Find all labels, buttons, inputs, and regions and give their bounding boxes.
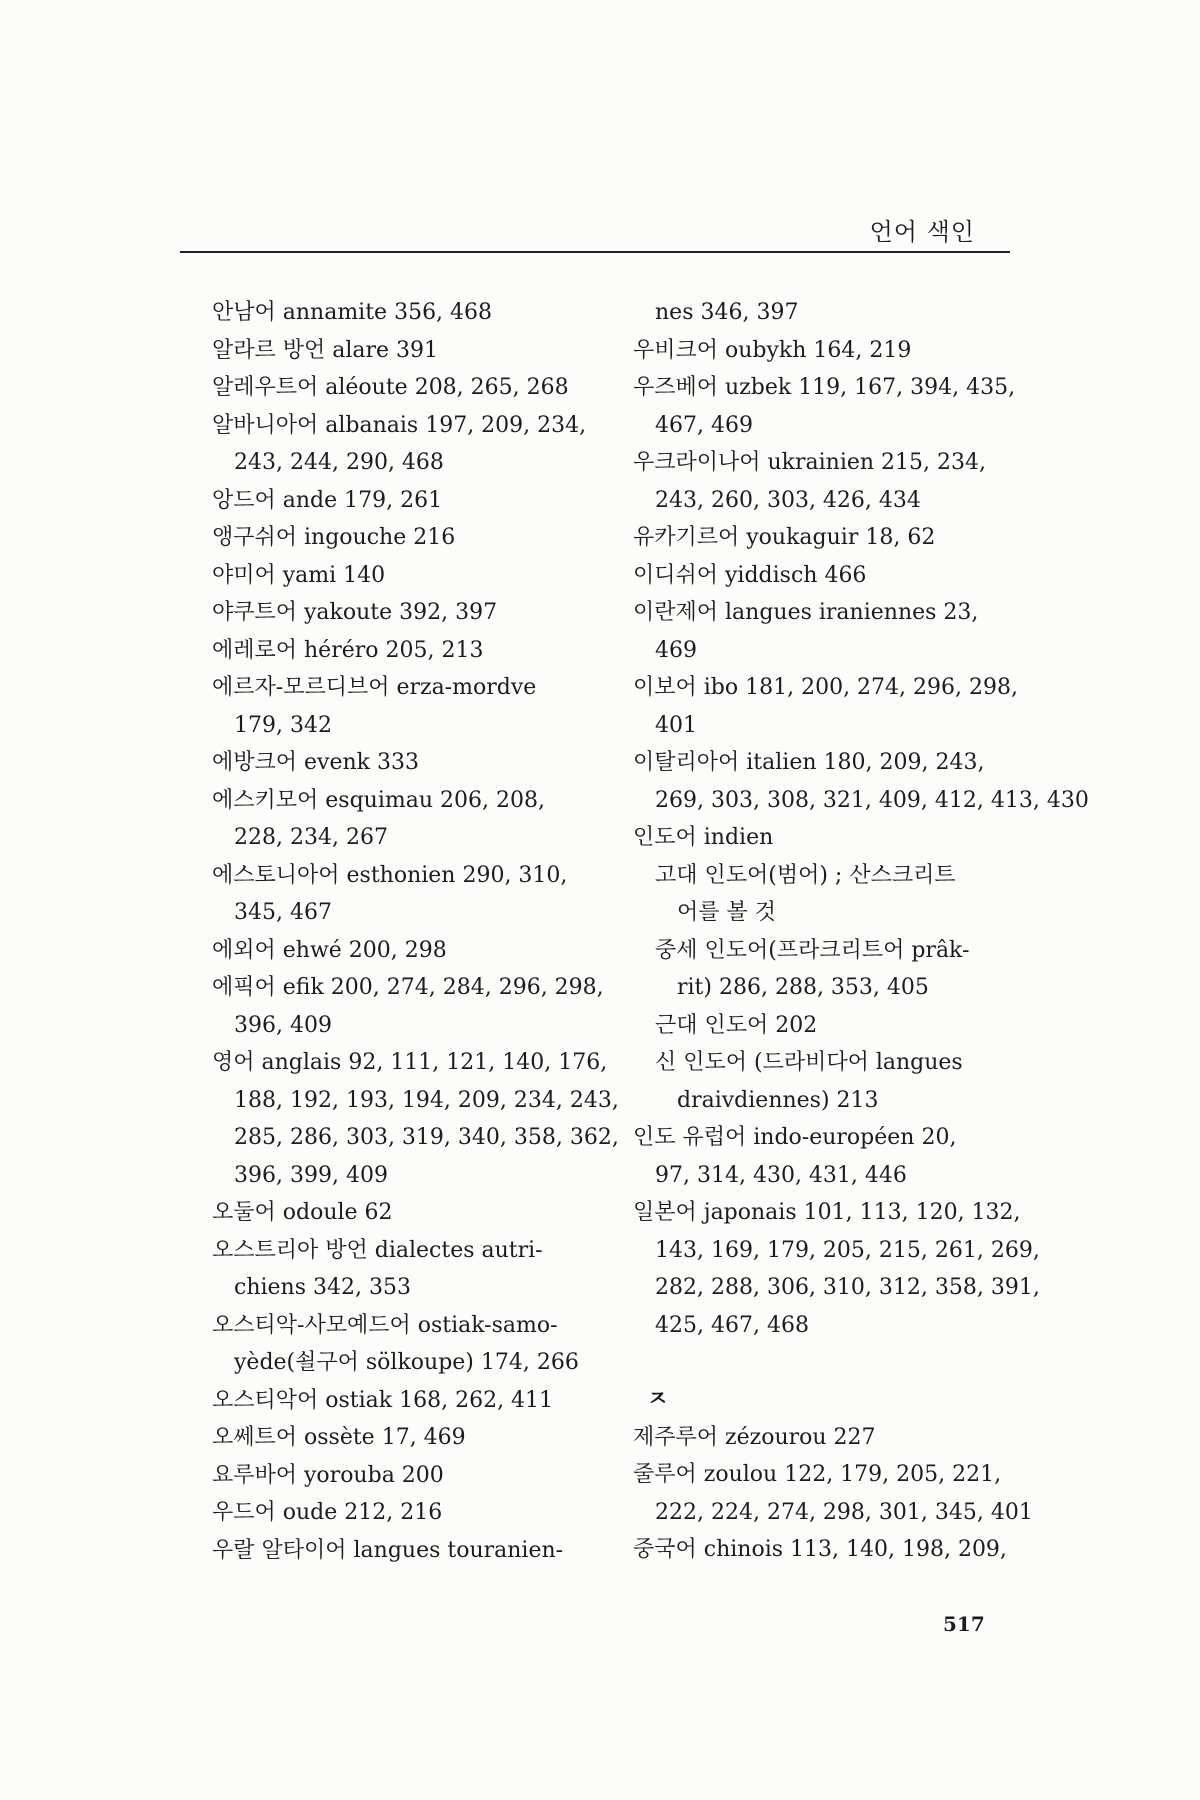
index-entry: 이탈리아어 italien 180, 209, 243,	[633, 750, 985, 775]
index-entry: 요루바어 yorouba 200	[212, 1462, 444, 1488]
index-entry-continuation: 243, 244, 290, 468	[234, 450, 444, 475]
index-subentry: 근대 인도어 202	[655, 1012, 818, 1038]
index-entry: 오둘어 odoule 62	[212, 1200, 393, 1225]
index-entry-continuation: 222, 224, 274, 298, 301, 345, 401	[655, 1499, 1033, 1525]
index-entry: 앙드어 ande 179, 261	[212, 487, 443, 513]
index-entry: 일본어 japonais 101, 113, 120, 132,	[633, 1200, 1021, 1225]
index-subentry: 중세 인도어(프라크리트어 prâk-	[655, 937, 970, 963]
index-entry-continuation: 179, 342	[234, 712, 332, 738]
index-entry-continuation: 97, 314, 430, 431, 446	[655, 1162, 907, 1188]
index-subentry-continuation: 어를 볼 것	[677, 900, 776, 925]
index-entry-continuation: 467, 469	[655, 412, 753, 438]
index-entry: 줄루어 zoulou 122, 179, 205, 221,	[633, 1462, 1002, 1487]
index-entry: 이란제어 langues iraniennes 23,	[633, 600, 979, 625]
index-entry: 야쿠트어 yakoute 392, 397	[212, 600, 498, 625]
index-entry: 중국어 chinois 113, 140, 198, 209,	[633, 1537, 1007, 1562]
index-entry-continuation: 282, 288, 306, 310, 312, 358, 391,	[655, 1275, 1040, 1300]
index-entry: 인도 유럽어 indo-européen 20,	[633, 1125, 957, 1150]
index-entry-continuation: 396, 409	[234, 1012, 332, 1038]
index-entry-continuation: 345, 467	[234, 900, 332, 925]
index-entry-continuation: 269, 303, 308, 321, 409, 412, 413, 430	[655, 787, 1089, 813]
index-entry: 에외어 ehwé 200, 298	[212, 937, 447, 963]
index-entry: 오쎄트어 ossète 17, 469	[212, 1425, 466, 1450]
index-entry: 오스티악어 ostiak 168, 262, 411	[212, 1387, 554, 1413]
index-entry: 우드어 oude 212, 216	[212, 1500, 443, 1525]
index-subentry-continuation: draivdiennes) 213	[677, 1087, 879, 1113]
index-entry: 앵구쉬어 ingouche 216	[212, 525, 456, 550]
index-entry: 안남어 annamite 356, 468	[212, 300, 493, 325]
index-entry-continuation: 188, 192, 193, 194, 209, 234, 243,	[234, 1087, 619, 1113]
index-entry: 우크라이나어 ukrainien 215, 234,	[633, 450, 987, 475]
index-entry-continuation: chiens 342, 353	[234, 1275, 411, 1300]
index-entry-continuation: yède(쇨구어 sölkoupe) 174, 266	[234, 1350, 579, 1375]
header-rule	[180, 251, 1010, 253]
index-entry-continuation: 401	[655, 712, 697, 738]
index-entry: 에방크어 evenk 333	[212, 750, 419, 775]
index-entry: 오스티악-사모예드어 ostiak-samo-	[212, 1312, 558, 1338]
index-entry-continuation: nes 346, 397	[655, 300, 799, 325]
section-heading: ㅈ	[647, 1387, 669, 1412]
running-header: 언어 색인	[869, 218, 975, 246]
index-entry: 인도어 indien	[633, 825, 774, 850]
index-entry: 이보어 ibo 181, 200, 274, 296, 298,	[633, 675, 1019, 700]
right-column	[633, 294, 1089, 1569]
index-entry-continuation: 469	[655, 637, 697, 663]
index-entry: 에르자-모르디브어 erza-mordve	[212, 675, 537, 700]
index-entry: 우랄 알타이어 langues touranien-	[212, 1537, 564, 1563]
index-entry: 알라르 방언 alare 391	[212, 337, 439, 363]
page-number: 517	[943, 1612, 985, 1636]
index-entry-continuation: 285, 286, 303, 319, 340, 358, 362,	[234, 1125, 619, 1150]
index-entry: 야미어 yami 140	[212, 562, 386, 588]
index-entry: 에픽어 efik 200, 274, 284, 296, 298,	[212, 975, 604, 1000]
index-entry: 에레로어 héréro 205, 213	[212, 637, 484, 663]
left-column	[212, 294, 619, 1569]
index-entry: 제주루어 zézourou 227	[633, 1424, 876, 1450]
index-entry-continuation: 396, 399, 409	[234, 1162, 388, 1188]
index-entry-continuation: 425, 467, 468	[655, 1312, 809, 1338]
index-entry: 유카기르어 youkaguir 18, 62	[633, 525, 936, 550]
index-entry: 알바니아어 albanais 197, 209, 234,	[212, 412, 587, 438]
index-entry: 알레우트어 aléoute 208, 265, 268	[212, 375, 569, 400]
index-entry-continuation: 243, 260, 303, 426, 434	[655, 487, 921, 513]
index-entry-continuation: 143, 169, 179, 205, 215, 261, 269,	[655, 1237, 1040, 1263]
index-entry-continuation: 228, 234, 267	[234, 825, 388, 850]
index-entry: 오스트리아 방언 dialectes autri-	[212, 1237, 543, 1263]
index-entry: 우비크어 oubykh 164, 219	[633, 337, 912, 363]
index-entry: 에스키모어 esquimau 206, 208,	[212, 787, 545, 813]
index-subentry: 고대 인도어(범어) ; 산스크리트	[655, 862, 956, 888]
index-entry: 이디쉬어 yiddisch 466	[633, 562, 867, 588]
index-entry: 영어 anglais 92, 111, 121, 140, 176,	[212, 1050, 608, 1075]
index-subentry: 신 인도어 (드라비다어 langues	[655, 1050, 963, 1075]
index-entry: 에스토니아어 esthonien 290, 310,	[212, 862, 568, 888]
index-subentry-continuation: rit) 286, 288, 353, 405	[677, 975, 929, 1000]
index-entry: 우즈베어 uzbek 119, 167, 394, 435,	[633, 375, 1016, 400]
